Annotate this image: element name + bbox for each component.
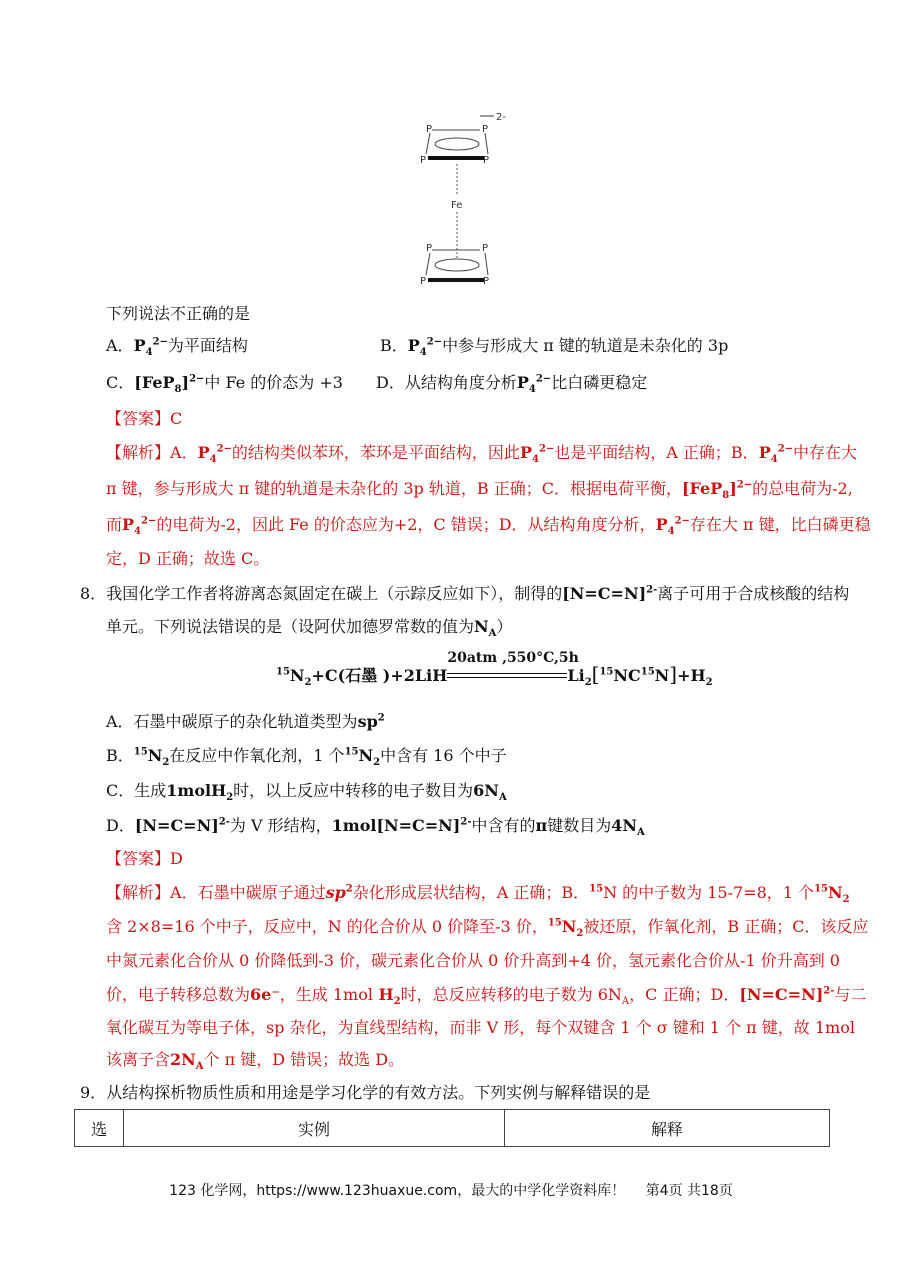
q7-option-d: D．从结构角度分析$P_4^{2-}$比白磷更稳定 (376, 373, 648, 396)
footer-page-number: 第4页 共18页 (645, 1183, 733, 1199)
table-header-row (75, 1110, 830, 1147)
q8-option-a: A．石墨中碳原子的杂化轨道类型为$sp^2$ (106, 712, 385, 731)
q8-analysis-line1: 【解析】A．石墨中碳原子通过$sp^2$杂化形成层状结构，A 正确；B．$^{15}$N 的中子数为 15-7=8，1 个$^{15}N_2$ (106, 883, 850, 906)
q8-option-d: D．[N=C=N]$^{2-}$为 V 形结构，1mol[N=C=N]$^{2-}$中含有的π键数目为$4N_A$ (106, 816, 645, 839)
q7-analysis-line1: 【解析】A．$P_4^{2-}$的结构类似苯环，苯环是平面结构，因此$P_4^{2-}$也是平面结构，A 正确；B．$P_4^{2-}$中存在大 (106, 443, 858, 466)
footer-site-text: 123 化学网，https://www.123huaxue.com，最大的中学化学资料库！ (169, 1183, 626, 1199)
q7-option-a: A．$P_4^{2-}$为平面结构 (106, 336, 248, 359)
q8-option-c: C．生成1molH$_2$时，以上反应中转移的电子数目为$6N_A$ (106, 781, 507, 804)
q8-analysis-line5: 氧化碳互为等电子体，sp 杂化，为直线型结构，而非 V 形，每个双键含 1 个 σ 键和 1 个 π 键，故 1mol (106, 1018, 855, 1037)
q8-analysis-line2: 含 2×8=16 个中子，反应中，N 的化合价从 0 价降至-3 价，$^{15}N_2$被还原，作氧化剂，B 正确；C．该反应 (106, 917, 869, 940)
q7-option-c: C．$[FeP_8]^{2-}$中 Fe 的价态为 +3 (106, 373, 343, 396)
q7-analysis-line2: π 键，参与形成大 π 键的轨道是未杂化的 3p 轨道，B 正确；C．根据电荷平衡，$[FeP_8]^{2-}$的总电荷为-2, (106, 479, 853, 502)
atom-p: P (482, 243, 489, 254)
atom-p: P (426, 243, 433, 254)
q9-stem: 9．从结构探析物质性质和用途是学习化学的有效方法。下列实例与解释错误的是 (80, 1083, 651, 1102)
atom-p: P (426, 124, 433, 135)
q9-table (74, 1109, 830, 1147)
q8-stem-line1: 8．我国化学工作者将游离态氮固定在碳上（示踪反应如下），制得的[N=C=N]$^{2-}$离子可用于合成核酸的结构 (80, 584, 850, 603)
column-header-option: 选 (75, 1110, 124, 1147)
q8-analysis-line3: 中氮元素化合价从 0 价降低到-3 价，碳元素化合价从 0 价升高到+4 价，氢元素化合价从-1 价升高到 0 (106, 951, 840, 970)
q7-answer: 【答案】C (106, 409, 183, 428)
q7-analysis-line3: 而$P_4^{2-}$的电荷为-2，因此 Fe 的价态应为+2，C 错误；D．从结构角度分析，$P_4^{2-}$存在大 π 键，比白磷更稳 (106, 515, 871, 538)
q7-option-b: B．$P_4^{2-}$中参与形成大 π 键的轨道是未杂化的 3p (380, 336, 729, 359)
q8-analysis-line6: 该离子含$2N_A$个 π 键，D 错误；故选 D。 (106, 1050, 405, 1073)
q8-option-b: B．$^{15}N_2$在反应中作氧化剂，1 个$^{15}N_2$中含有 16 个中子 (106, 746, 507, 769)
q8-stem-line2: 单元。下列说法错误的是（设阿伏加德罗常数的值为$N_A$） (106, 617, 513, 640)
q8-equation: $^{15}N_2+C$(石墨 )+2LiH 20atm ,550°C,5h $Li_2[^{15}NC^{15}N]+H_2$ (276, 649, 713, 689)
atom-p: P (483, 276, 490, 287)
q8-analysis-line4: 价，电子转移总数为6e⁻，生成 1mol $H_2$时，总反应转移的电子数为 $6N_A$，C 正确；D．[N=C=N]$^{2-}$与二 (106, 985, 867, 1008)
q8-answer: 【答案】D (106, 849, 183, 868)
atom-fe: Fe (451, 200, 463, 211)
charge-label: 2- (496, 112, 506, 123)
q7-stem: 下列说法不正确的是 (106, 304, 251, 323)
atom-p: P (420, 276, 427, 287)
equilibrium-arrow: 20atm ,550°C,5h (447, 668, 567, 686)
column-header-example: 实例 (124, 1110, 505, 1147)
page-footer (0, 1180, 902, 1200)
q7-analysis-line4: 定，D 正确；故选 C。 (106, 549, 270, 568)
atom-p: P (420, 155, 427, 166)
fep8-structure-figure (410, 108, 520, 293)
atom-p: P (483, 155, 490, 166)
atom-p: P (482, 124, 489, 135)
column-header-explanation: 解释 (505, 1110, 830, 1147)
